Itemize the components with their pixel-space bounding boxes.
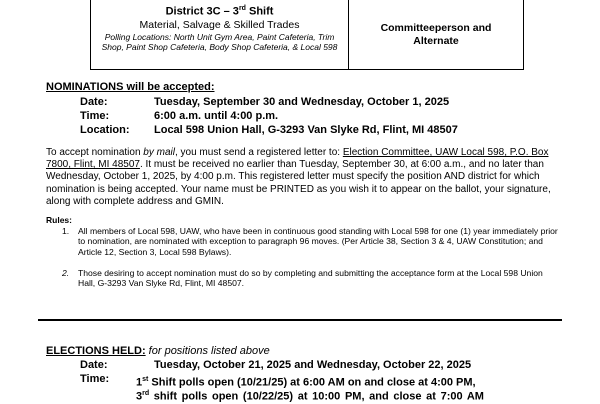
third-shift-hours (136, 387, 484, 404)
rule-number: 1. (62, 226, 70, 236)
district-cell (91, 0, 349, 69)
section-divider (38, 319, 562, 321)
para-part-3: . It must be received no earlier than Tuesday, September 30, at 6:00 a.m., and no later than Wednesday, October 1, 2025, by 4:00 p.m. This registered letter must specify the position AND district for which nomination is being accepted. Your name must be PRINTED as you wish it to appear on the ballot, your signature, along with complete address and GMIN. (46, 159, 551, 207)
position-cell (349, 0, 523, 69)
nominations-time-label: Time: (80, 110, 110, 122)
elections-date-value: Tuesday, October 21, 2025 and Wednesday, October 22, 2025 (154, 359, 472, 371)
shift3-sup: rd (142, 390, 150, 397)
para-part-2: , you must send a registered letter to: (174, 147, 343, 158)
elections-heading-text: ELECTIONS HELD: (46, 345, 146, 357)
shift3-num: 3 (136, 390, 143, 403)
para-part-1: To accept nomination (46, 147, 144, 158)
district-title (91, 2, 348, 19)
shift1-sup: st (142, 376, 149, 383)
nominations-date-value: Tuesday, September 30 and Wednesday, October 1, 2025 (154, 96, 450, 108)
district-suffix: Shift (245, 5, 274, 18)
election-committee-address: Election Committee, UAW Local 598, P.O. Box 7800, Flint, MI 48507 (46, 147, 549, 171)
nominations-location-label: Location: (80, 124, 130, 136)
para-by-mail: by mail (143, 147, 175, 158)
rule-item (62, 268, 558, 289)
trades-label: Material, Salvage & Skilled Trades (139, 18, 300, 31)
nominations-heading-text: NOMINATIONS will be accepted: (46, 81, 215, 93)
rule-text: Those desiring to accept nomination must do so by completing and submitting the acceptance form at the Local 598 Union Hall, G-3293 Van Slyke Rd, Flint, MI 48507. (78, 268, 543, 289)
shift3-text: shift polls open (10/22/25) at 10:00 PM, and close at 7:00 AM (149, 390, 484, 403)
nominations-time-value: 6:00 a.m. until 4:00 p.m. (154, 110, 279, 122)
shift1-text: Shift polls open (10/21/25) at 6:00 AM on and close at 4:00 PM, (148, 376, 476, 389)
elections-date-label: Date: (80, 359, 108, 371)
rule-text: All members of Local 598, UAW, who have been in continuous good standing with Local 598 for one (1) year immediately prior to nomination, are nominated with exception to paragraph 96 moves. (Per Article 38, Section 3 & 4, UAW Constitution; and Article 12, Section 3, Local 598 Bylaws). (78, 226, 558, 257)
polling-locations: Polling Locations: North Unit Gym Area, Paint Cafeteria, Trim Shop, Paint Shop Cafeteria, Body Shop Cafeteria, & Local 598 (101, 31, 338, 53)
rule-item (62, 226, 558, 257)
elections-time-label: Time: (80, 373, 110, 385)
position-table (90, 0, 524, 70)
position-label: Committeeperson and Alternate (380, 21, 492, 47)
shift1-num: 1 (136, 376, 143, 389)
elections-heading (46, 345, 270, 357)
elections-heading-note: for positions listed above (145, 345, 270, 357)
district-sup: rd (238, 5, 246, 12)
rule-number: 2. (62, 268, 70, 278)
nominations-location-value: Local 598 Union Hall, G-3293 Van Slyke Rd, Flint, MI 48507 (154, 124, 458, 136)
nominations-heading (46, 81, 215, 93)
district-text: District 3C – 3 (165, 5, 239, 18)
nominations-date-label: Date: (80, 96, 108, 108)
nomination-instructions (46, 147, 558, 208)
rules-label: Rules: (46, 215, 72, 225)
